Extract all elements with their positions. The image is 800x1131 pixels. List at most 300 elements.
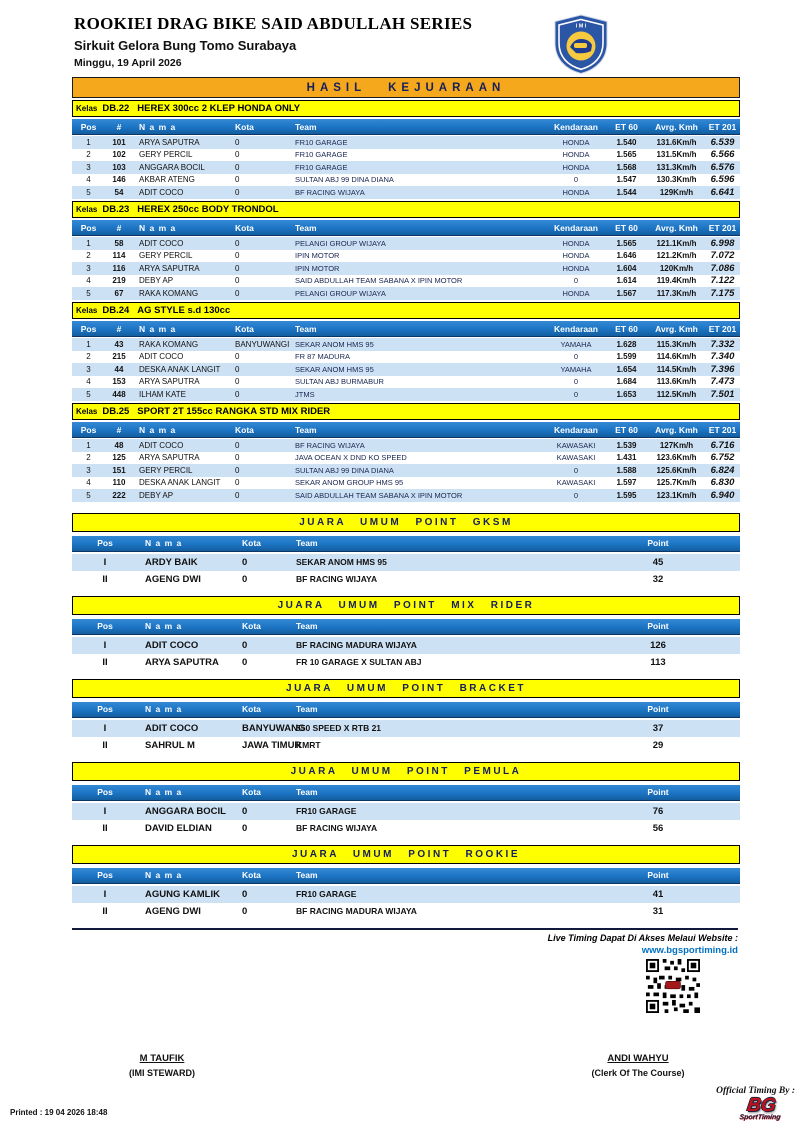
header-cell-et201: ET 201: [708, 323, 737, 334]
class-header-bar: [72, 201, 740, 218]
cell-vehicle: HONDA: [562, 150, 590, 160]
cell-et201: 6.576: [710, 161, 735, 173]
cell-pos: 1: [86, 339, 91, 349]
cell-city: 0: [242, 822, 248, 834]
cell-pos: II: [102, 656, 108, 668]
cell-pos: 1: [86, 238, 91, 248]
cell-et60: 1.567: [616, 288, 637, 298]
cell-pos: 2: [86, 251, 91, 261]
race-class-section: [72, 100, 740, 199]
cell-vehicle: HONDA: [562, 238, 590, 248]
cell-avg-speed: 129Km/h: [659, 187, 694, 197]
cell-et201: 7.501: [710, 388, 735, 400]
cell-et201: 7.332: [710, 338, 735, 350]
cell-et201: 6.566: [710, 149, 735, 161]
cell-vehicle: HONDA: [562, 251, 590, 261]
header-cell-pos: Pos: [97, 787, 113, 797]
header-cell-team: Team: [295, 222, 317, 233]
cell-point: 113: [650, 656, 666, 668]
header-cell-et60: ET 60: [615, 222, 638, 233]
cell-number: 110: [112, 478, 126, 488]
header-cell-pos: Pos: [97, 538, 113, 548]
table-row: [72, 262, 740, 275]
class-label: Kelas: [76, 407, 98, 416]
table-row: [72, 338, 740, 351]
cell-et201: 7.072: [710, 250, 735, 262]
points-title-bar: [72, 762, 740, 781]
venue: Sirkuit Gelora Bung Tomo Surabaya: [74, 38, 297, 53]
cell-pos: 3: [86, 465, 91, 475]
header-cell-vehicle: Kendaraan: [554, 323, 598, 334]
cell-number: 116: [112, 263, 126, 273]
cell-et60: 1.588: [616, 465, 637, 475]
cell-et201: 7.473: [710, 376, 735, 388]
cell-city: 0: [235, 187, 240, 197]
cell-team: IPIN MOTOR: [295, 263, 340, 273]
cell-et201: 6.596: [710, 174, 735, 186]
signature-left: [72, 1053, 252, 1078]
header-cell-team: Team: [296, 538, 318, 548]
cell-number: 101: [112, 137, 126, 147]
table-row: [72, 250, 740, 263]
table-row: [72, 820, 740, 837]
cell-pos: 4: [86, 175, 91, 185]
cell-pos: 2: [86, 453, 91, 463]
cell-city: BANYUWANGI: [235, 339, 290, 349]
cell-avg-speed: 125.6Km/h: [656, 465, 697, 475]
cell-vehicle: HONDA: [562, 263, 590, 273]
cell-et60: 1.565: [616, 238, 637, 248]
header-cell-avg-speed: Avrg. Kmh: [655, 323, 698, 334]
cell-rider-name: ANGGARA BOCIL: [145, 805, 226, 817]
cell-pos: 5: [86, 187, 91, 197]
cell-et60: 1.654: [616, 364, 637, 374]
cell-team: PELANGI GROUP WIJAYA: [295, 238, 386, 248]
points-title-text: JUARA UMUM POINT MIX RIDER: [277, 599, 535, 611]
cell-et60: 1.628: [616, 339, 637, 349]
cell-point: 32: [652, 573, 664, 585]
cell-number: 114: [112, 251, 126, 261]
cell-number: 54: [114, 187, 124, 197]
imi-shield-logo: [552, 14, 610, 74]
cell-team: SEKAR ANOM HMS 95: [296, 557, 387, 567]
cell-avg-speed: 127Km/h: [659, 440, 694, 450]
cell-avg-speed: 112.5Km/h: [656, 389, 697, 399]
clerk-role: (Clerk Of The Course): [591, 1068, 685, 1078]
cell-point: 37: [652, 722, 664, 734]
cell-team: PELANGI GROUP WIJAYA: [295, 288, 386, 298]
class-header-bar: [72, 302, 740, 319]
header-cell-city: Kota: [235, 121, 254, 132]
cell-city: 0: [235, 440, 240, 450]
header-cell-pos: Pos: [97, 870, 113, 880]
cell-vehicle: KAWASAKI: [556, 453, 596, 463]
cell-vehicle: 0: [573, 465, 579, 475]
cell-rider-name: ADIT COCO: [139, 352, 184, 362]
cell-avg-speed: 113.6Km/h: [656, 377, 697, 387]
class-label: Kelas: [76, 205, 98, 214]
cell-team: SULTAN ABJ BURMABUR: [295, 377, 384, 387]
header-cell-rider-name: N a m a: [139, 121, 177, 132]
cell-rider-name: ARYA SAPUTRA: [139, 137, 200, 147]
cell-et201: 6.539: [710, 136, 735, 148]
cell-rider-name: DEBY AP: [139, 490, 174, 500]
cell-rider-name: RAKA KOMANG: [139, 339, 199, 349]
cell-rider-name: GERY PERCIL: [139, 465, 193, 475]
cell-rider-name: AGENG DWI: [145, 573, 201, 585]
cell-et60: 1.539: [616, 440, 637, 450]
header-cell-point: Point: [647, 787, 669, 797]
header-cell-pos: Pos: [97, 621, 113, 631]
cell-team: BF RACING MADURA WIJAYA: [296, 906, 417, 916]
qr-area: [72, 959, 738, 1013]
event-date: Minggu, 19 April 2026: [74, 57, 182, 69]
table-row: [72, 161, 740, 174]
header-cell-team: Team: [296, 704, 318, 714]
table-row: [72, 149, 740, 162]
cell-team: IPIN MOTOR: [295, 251, 340, 261]
cell-team: SEKAR ANOM HMS 95: [295, 339, 374, 349]
cell-vehicle: 0: [573, 352, 579, 362]
table-row: [72, 363, 740, 376]
cell-rider-name: ARYA SAPUTRA: [145, 656, 219, 668]
table-row: [72, 637, 740, 654]
cell-et201: 6.830: [710, 477, 735, 489]
table-row: [72, 571, 740, 588]
header-cell-number: #: [116, 424, 122, 435]
header-cell-point: Point: [647, 621, 669, 631]
cell-city: 0: [242, 905, 248, 917]
header-cell-et60: ET 60: [615, 323, 638, 334]
header-cell-pos: Pos: [80, 121, 97, 132]
cell-team: BF RACING WIJAYA: [295, 440, 365, 450]
cell-city: 0: [242, 639, 248, 651]
website-link[interactable]: www.bgsportiming.id: [641, 944, 738, 956]
cell-pos: 5: [86, 389, 91, 399]
cell-vehicle: 0: [573, 276, 579, 286]
cell-avg-speed: 119.4Km/h: [656, 276, 697, 286]
cell-avg-speed: 131.5Km/h: [656, 150, 697, 160]
document-header: [74, 14, 740, 69]
cell-team: SAID ABDULLAH TEAM SABANA X IPIN MOTOR: [295, 276, 463, 286]
race-header-row: [72, 220, 740, 236]
cell-et201: 6.998: [710, 237, 735, 249]
cell-avg-speed: 115.3Km/h: [656, 339, 697, 349]
points-title-bar: [72, 513, 740, 532]
cell-team: FR10 GARAGE: [295, 162, 348, 172]
cell-city: 0: [235, 137, 240, 147]
results-banner: [72, 77, 740, 98]
cell-team: JTMS: [295, 389, 315, 399]
cell-avg-speed: 123.1Km/h: [656, 490, 697, 500]
cell-rider-name: ILHAM KATE: [139, 389, 186, 399]
table-row: [72, 237, 740, 250]
cell-number: 448: [112, 389, 126, 399]
header-cell-point: Point: [647, 870, 669, 880]
cell-team: BF RACING WIJAYA: [296, 823, 378, 833]
cell-team: BF RACING WIJAYA: [296, 574, 378, 584]
header-cell-avg-speed: Avrg. Kmh: [655, 222, 698, 233]
cell-rider-name: ADIT COCO: [145, 639, 199, 651]
cell-city: 0: [235, 364, 240, 374]
cell-pos: 1: [86, 440, 91, 450]
header-cell-et201: ET 201: [708, 222, 737, 233]
header-cell-number: #: [116, 222, 122, 233]
cell-et60: 1.646: [616, 251, 637, 261]
cell-avg-speed: 131.6Km/h: [656, 137, 697, 147]
class-name: SPORT 2T 155cc RANGKA STD MIX RIDER: [137, 406, 331, 417]
cell-number: 153: [112, 377, 126, 387]
header-cell-avg-speed: Avrg. Kmh: [655, 121, 698, 132]
points-header-row: [72, 785, 740, 801]
class-code: DB.23: [102, 204, 130, 215]
cell-city: 0: [235, 150, 240, 160]
cell-avg-speed: 125.7Km/h: [656, 478, 697, 488]
cell-avg-speed: 121.1Km/h: [656, 238, 697, 248]
header-cell-et201: ET 201: [708, 121, 737, 132]
cell-pos: I: [103, 805, 107, 817]
cell-number: 67: [114, 288, 124, 298]
cell-team: FR10 GARAGE: [296, 889, 357, 899]
cell-rider-name: ADIT COCO: [139, 440, 184, 450]
header-cell-team: Team: [295, 424, 317, 435]
cell-et201: 7.175: [710, 287, 735, 299]
points-section: [72, 513, 740, 588]
cell-rider-name: DAVID ELDIAN: [145, 822, 212, 834]
header-cell-et201: ET 201: [708, 424, 737, 435]
cell-rider-name: RAKA KOMANG: [139, 288, 199, 298]
class-name: HEREX 250cc BODY TRONDOL: [137, 204, 279, 215]
cell-vehicle: 0: [573, 490, 579, 500]
cell-number: 103: [112, 162, 126, 172]
race-results-area: [72, 100, 740, 502]
cell-pos: 3: [86, 364, 91, 374]
header-cell-pos: Pos: [80, 222, 97, 233]
cell-pos: 5: [86, 288, 91, 298]
race-header-row: [72, 321, 740, 337]
cell-et60: 1.684: [616, 377, 637, 387]
table-row: [72, 903, 740, 920]
cell-city: BANYUWANG: [242, 722, 306, 734]
cell-city: 0: [242, 888, 248, 900]
cell-city: 0: [235, 352, 240, 362]
cell-et60: 1.597: [616, 478, 637, 488]
cell-city: 0: [235, 238, 240, 248]
cell-vehicle: HONDA: [562, 137, 590, 147]
table-row: [72, 554, 740, 571]
cell-pos: I: [103, 556, 107, 568]
table-row: [72, 452, 740, 465]
cell-et60: 1.547: [616, 175, 637, 185]
header-cell-number: #: [116, 121, 122, 132]
cell-city: 0: [235, 288, 240, 298]
race-class-section: [72, 403, 740, 502]
cell-pos: II: [102, 905, 108, 917]
cell-team: SAID ABDULLAH TEAM SABANA X IPIN MOTOR: [295, 490, 463, 500]
cell-rider-name: AKBAR ATENG: [139, 175, 195, 185]
header-cell-rider-name: N a m a: [145, 621, 183, 631]
cell-team: JAVA OCEAN X DND KO SPEED: [295, 453, 407, 463]
cell-team: SULTAN ABJ 99 DINA DIANA: [295, 465, 394, 475]
cell-et60: 1.595: [616, 490, 637, 500]
table-row: [72, 186, 740, 199]
cell-number: 43: [114, 339, 124, 349]
table-row: [72, 489, 740, 502]
cell-city: 0: [242, 573, 248, 585]
clerk-name: ANDI WAHYU: [607, 1053, 669, 1064]
cell-rider-name: DESKA ANAK LANGIT: [139, 364, 221, 374]
race-header-row: [72, 119, 740, 135]
cell-point: 76: [652, 805, 664, 817]
cell-avg-speed: 114.5Km/h: [656, 364, 697, 374]
table-row: [72, 287, 740, 300]
cell-city: 0: [242, 656, 248, 668]
cell-et201: 6.940: [710, 489, 735, 501]
cell-pos: 3: [86, 162, 91, 172]
cell-team: SEKAR ANOM GROUP HMS 95: [295, 478, 404, 488]
cell-et60: 1.431: [616, 453, 637, 463]
table-row: [72, 174, 740, 187]
points-title-text: JUARA UMUM POINT GKSM: [299, 516, 513, 528]
cell-vehicle: YAMAHA: [560, 364, 592, 374]
cell-team: SEKAR ANOM HMS 95: [295, 364, 374, 374]
cell-pos: 1: [86, 137, 91, 147]
cell-city: 0: [235, 175, 240, 185]
cell-et201: 6.716: [710, 439, 735, 451]
race-class-section: [72, 201, 740, 300]
cell-vehicle: YAMAHA: [560, 339, 592, 349]
cell-rider-name: ANGGARA BOCIL: [139, 162, 205, 172]
cell-number: 222: [112, 490, 126, 500]
points-header-row: [72, 702, 740, 718]
cell-et60: 1.568: [616, 162, 637, 172]
cell-avg-speed: 120Km/h: [659, 263, 694, 273]
header-cell-city: Kota: [235, 323, 254, 334]
cell-rider-name: ADIT COCO: [139, 238, 184, 248]
steward-name: M TAUFIK: [139, 1053, 185, 1064]
header-cell-pos: Pos: [80, 323, 97, 334]
header-cell-rider-name: N a m a: [139, 424, 177, 435]
header-cell-avg-speed: Avrg. Kmh: [655, 424, 698, 435]
cell-vehicle: HONDA: [562, 187, 590, 197]
table-row: [72, 803, 740, 820]
cell-number: 44: [114, 364, 124, 374]
cell-pos: 4: [86, 276, 91, 286]
cell-vehicle: KAWASAKI: [556, 440, 596, 450]
table-row: [72, 351, 740, 364]
table-row: [72, 886, 740, 903]
table-row: [72, 376, 740, 389]
imi-logo-text: I M I: [575, 23, 587, 30]
cell-number: 48: [114, 440, 124, 450]
header-cell-city: Kota: [242, 787, 261, 797]
class-header-bar: [72, 403, 740, 420]
table-row: [72, 275, 740, 288]
points-header-row: [72, 536, 740, 552]
cell-vehicle: HONDA: [562, 162, 590, 172]
cell-pos: 2: [86, 352, 91, 362]
header-cell-team: Team: [295, 121, 317, 132]
cell-et201: 7.122: [710, 275, 735, 287]
header-cell-city: Kota: [235, 222, 254, 233]
cell-rider-name: ARYA SAPUTRA: [139, 263, 200, 273]
overall-points-area: [72, 513, 740, 920]
header-cell-team: Team: [295, 323, 317, 334]
header-cell-city: Kota: [242, 870, 261, 880]
header-cell-rider-name: N a m a: [139, 222, 177, 233]
cell-rider-name: ARYA SAPUTRA: [139, 453, 200, 463]
cell-rider-name: AGENG DWI: [145, 905, 201, 917]
header-cell-rider-name: N a m a: [139, 323, 177, 334]
cell-team: BF RACING MADURA WIJAYA: [296, 640, 417, 650]
header-cell-rider-name: N a m a: [145, 538, 183, 548]
official-timing-label: Official Timing By :: [716, 1086, 795, 1096]
points-title-text: JUARA UMUM POINT ROOKIE: [291, 848, 521, 860]
cell-city: 0: [235, 478, 240, 488]
header-cell-et60: ET 60: [615, 424, 638, 435]
header-cell-number: #: [116, 323, 122, 334]
cell-et201: 7.340: [710, 351, 735, 363]
header-cell-et60: ET 60: [615, 121, 638, 132]
bg-sport-timing-logo: [725, 1097, 796, 1121]
cell-avg-speed: 123.6Km/h: [656, 453, 697, 463]
cell-et201: 6.752: [710, 452, 735, 464]
cell-vehicle: 0: [573, 389, 579, 399]
footer-divider: [72, 928, 738, 930]
cell-team: FR10 GARAGE: [296, 806, 357, 816]
cell-city: 0: [235, 389, 240, 399]
cell-city: 0: [242, 556, 248, 568]
table-row: [72, 388, 740, 401]
cell-et60: 1.614: [616, 276, 637, 286]
cell-rider-name: AGUNG KAMLIK: [145, 888, 220, 900]
points-title-text: JUARA UMUM POINT BRACKET: [286, 682, 526, 694]
header-cell-team: Team: [296, 870, 318, 880]
header-cell-rider-name: N a m a: [145, 870, 183, 880]
cell-team: FR 87 MADURA: [295, 352, 351, 362]
cell-point: 56: [652, 822, 664, 834]
cell-vehicle: 0: [573, 175, 579, 185]
header-cell-vehicle: Kendaraan: [554, 222, 598, 233]
qr-code: [646, 959, 700, 1013]
cell-pos: 5: [86, 490, 91, 500]
class-code: DB.22: [102, 103, 130, 114]
table-row: [72, 720, 740, 737]
header-cell-rider-name: N a m a: [145, 787, 183, 797]
cell-pos: II: [102, 739, 108, 751]
points-section: [72, 845, 740, 920]
points-header-row: [72, 868, 740, 884]
header-cell-rider-name: N a m a: [145, 704, 183, 714]
cell-rider-name: ADIT COCO: [139, 187, 184, 197]
cell-pos: I: [103, 639, 107, 651]
cell-city: 0: [235, 263, 240, 273]
class-label: Kelas: [76, 306, 98, 315]
cell-team: FR10 GARAGE: [295, 137, 348, 147]
cell-team: SULTAN ABJ 99 DINA DIANA: [295, 175, 394, 185]
table-row: [72, 654, 740, 671]
cell-rider-name: GERY PERCIL: [139, 150, 193, 160]
cell-pos: 3: [86, 263, 91, 273]
cell-et201: 7.086: [710, 262, 735, 274]
cell-rider-name: ADIT COCO: [145, 722, 199, 734]
cell-number: 102: [112, 150, 126, 160]
header-cell-point: Point: [647, 704, 669, 714]
cell-rider-name: SAHRUL M: [145, 739, 195, 751]
event-title: ROOKIEI DRAG BIKE SAID ABDULLAH SERIES: [74, 14, 473, 33]
cell-city: 0: [242, 805, 248, 817]
points-section: [72, 762, 740, 837]
